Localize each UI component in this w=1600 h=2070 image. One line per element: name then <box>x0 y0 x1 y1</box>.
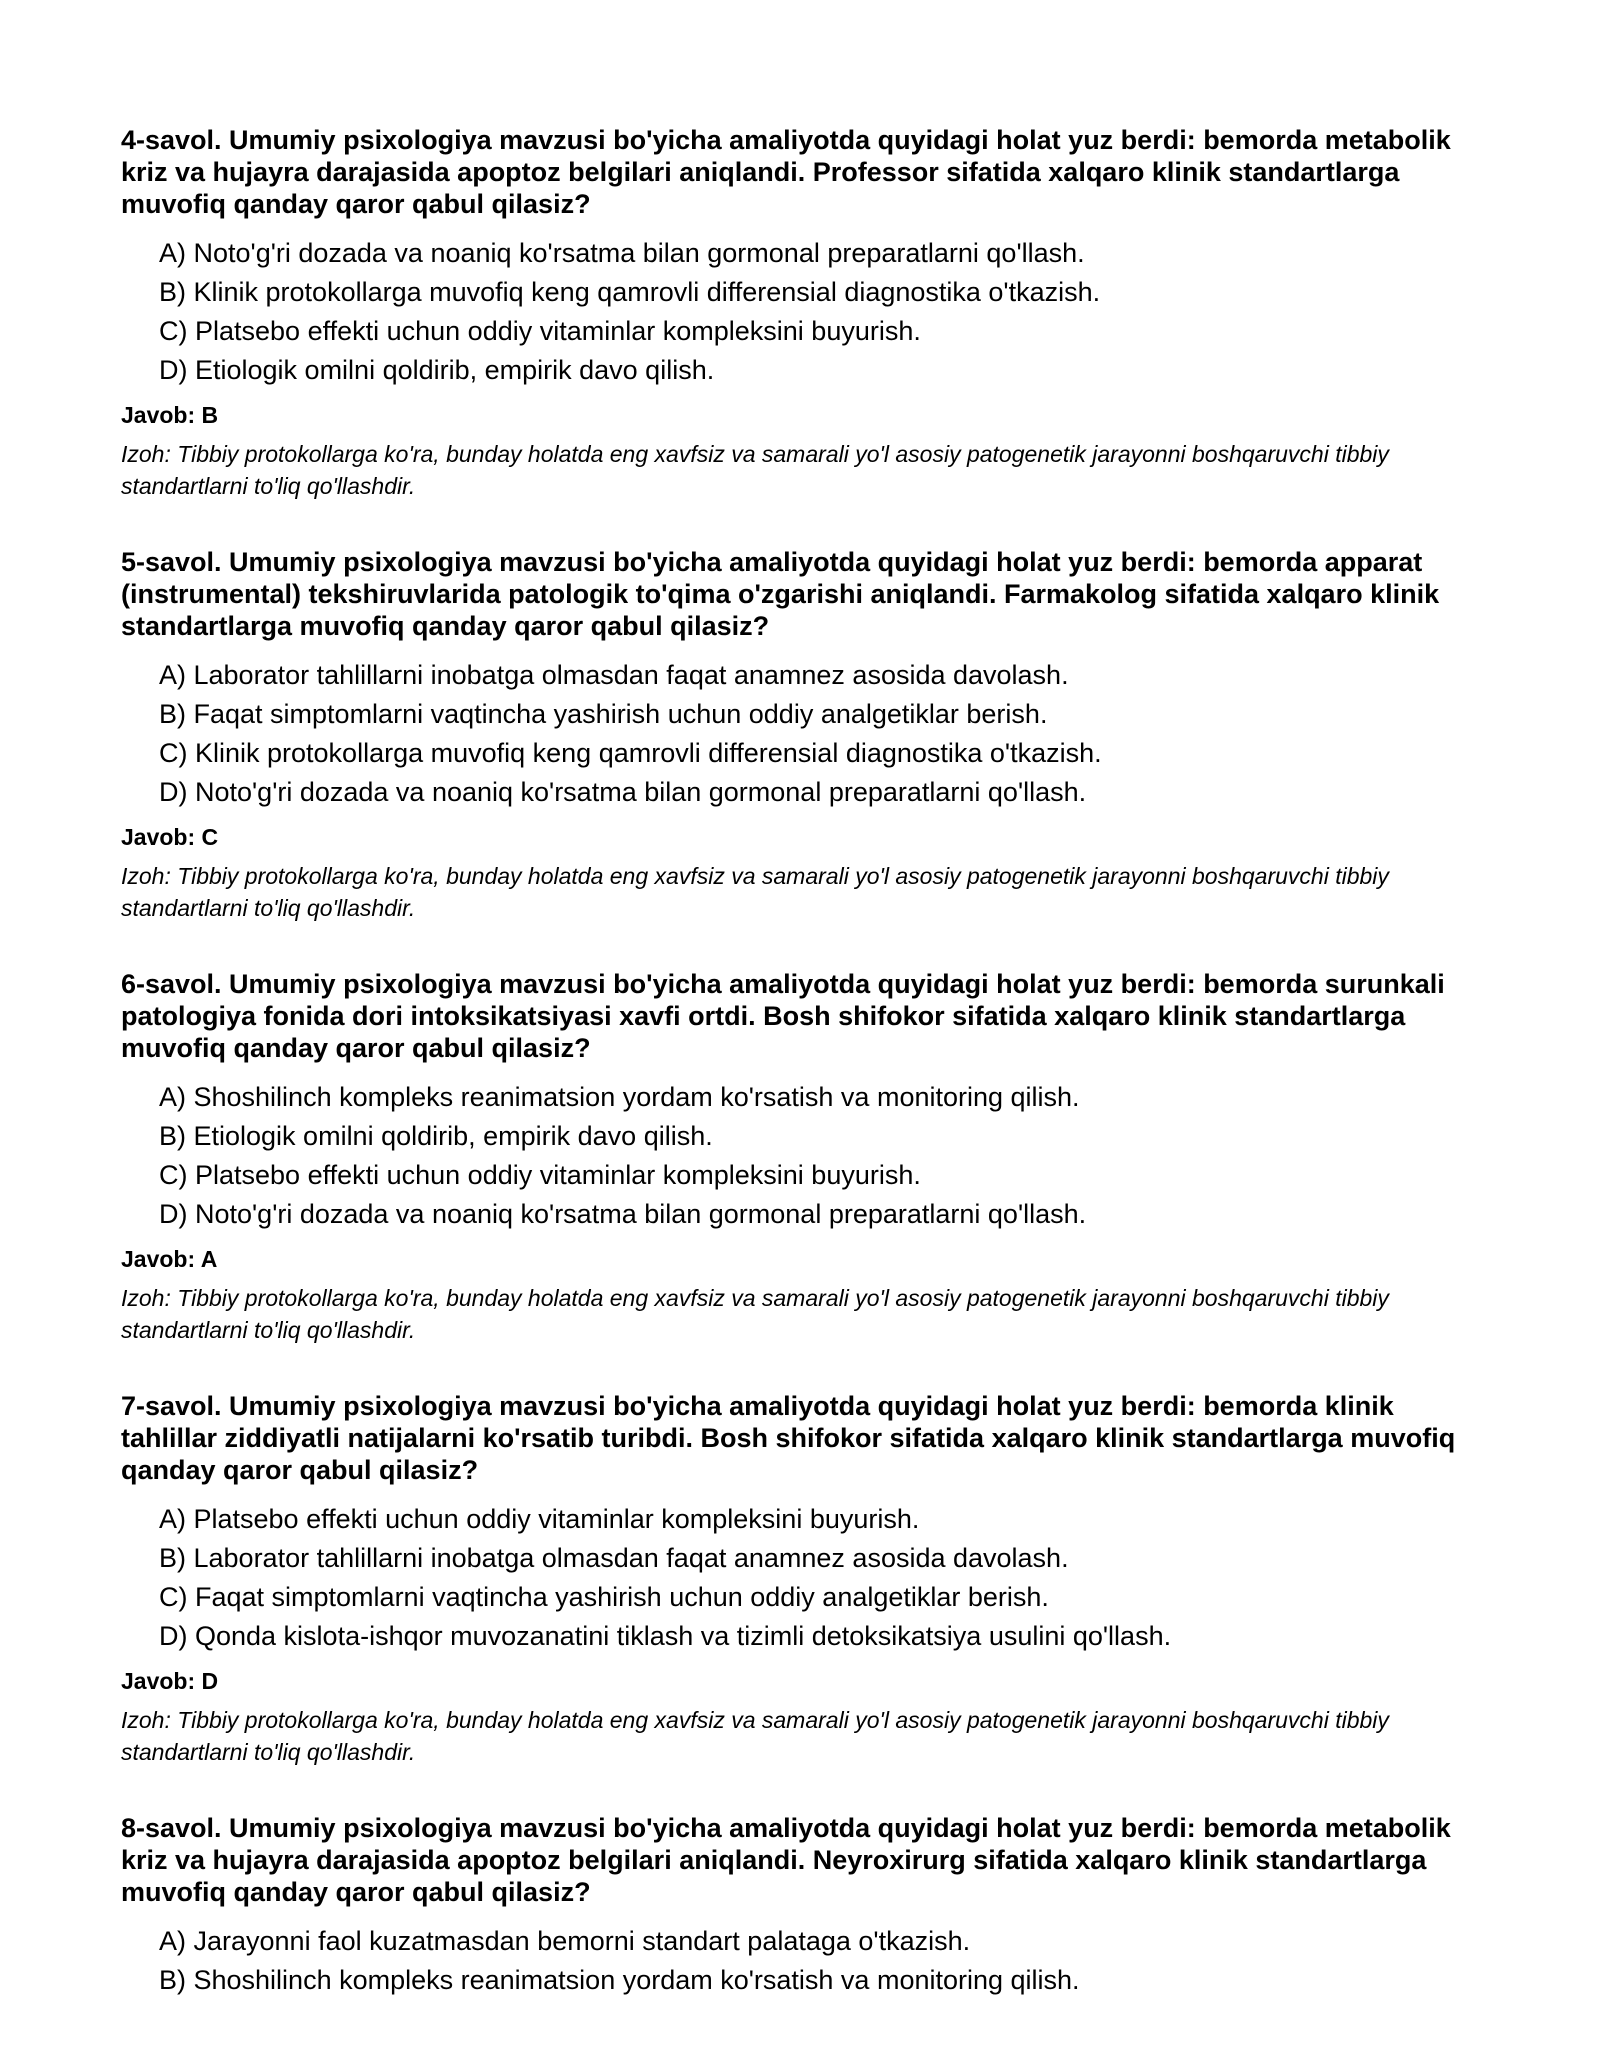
option-item: B) Etiologik omilni qoldirib, empirik davo qilish. <box>159 1121 713 1151</box>
option-item: A) Platsebo effekti uchun oddiy vitaminlar kompleksini buyurish. <box>159 1504 920 1534</box>
option-list <box>121 1922 1491 2000</box>
option-item: A) Shoshilinch kompleks reanimatsion yordam ko'rsatish va monitoring qilish. <box>159 1082 1080 1112</box>
option-list <box>121 1500 1491 1656</box>
document-page <box>121 124 1491 2044</box>
option-item: C) Platsebo effekti uchun oddiy vitaminlar kompleksini buyurish. <box>159 1160 921 1190</box>
answer-line <box>121 1666 1491 1696</box>
question-title: 6-savol. Umumiy psixologiya mavzusi bo'yicha amaliyotda quyidagi holat yuz berdi: bemorda surunkali patologiya fonida dori intoksikatsiyasi xavfi ortdi. Bosh shifokor sifatida xalqaro klinik standartlarga muvofiq qanday qaror qabul qilasiz? <box>121 969 1445 1063</box>
question-title: 8-savol. Umumiy psixologiya mavzusi bo'yicha amaliyotda quyidagi holat yuz berdi: bemorda metabolik kriz va hujayra darajasida apoptoz belgilari aniqlandi. Neyroxirurg sifatida xalqaro klinik standartlarga muvofiq qanday qaror qabul qilasiz? <box>121 1813 1451 1907</box>
explanation-note: Izoh: Tibbiy protokollarga ko'ra, bunday holatda eng xavfsiz va samarali yo'l asosiy patogenetik jarayonni boshqaruvchi tibbiy standartlarni to'liq qo'llashdir. <box>121 1707 1389 1765</box>
option-list <box>121 656 1491 812</box>
question-block <box>121 1390 1491 1768</box>
option-item: C) Klinik protokollarga muvofiq keng qamrovli differensial diagnostika o'tkazish. <box>159 738 1102 768</box>
option-item: B) Shoshilinch kompleks reanimatsion yordam ko'rsatish va monitoring qilish. <box>159 1965 1080 1995</box>
answer-label: Javob: <box>121 824 196 850</box>
option-list <box>121 234 1491 390</box>
answer-value: C <box>201 824 219 850</box>
option-item: A) Laborator tahlillarni inobatga olmasdan faqat anamnez asosida davolash. <box>159 660 1069 690</box>
option-item: B) Klinik protokollarga muvofiq keng qamrovli differensial diagnostika o'tkazish. <box>159 277 1101 307</box>
question-block <box>121 968 1491 1346</box>
option-item: C) Platsebo effekti uchun oddiy vitaminlar kompleksini buyurish. <box>159 316 921 346</box>
explanation-note: Izoh: Tibbiy protokollarga ko'ra, bunday holatda eng xavfsiz va samarali yo'l asosiy patogenetik jarayonni boshqaruvchi tibbiy standartlarni to'liq qo'llashdir. <box>121 863 1389 921</box>
explanation-note: Izoh: Tibbiy protokollarga ko'ra, bunday holatda eng xavfsiz va samarali yo'l asosiy patogenetik jarayonni boshqaruvchi tibbiy standartlarni to'liq qo'llashdir. <box>121 1285 1389 1343</box>
question-title: 4-savol. Umumiy psixologiya mavzusi bo'yicha amaliyotda quyidagi holat yuz berdi: bemorda metabolik kriz va hujayra darajasida apoptoz belgilari aniqlandi. Professor sifatida xalqaro klinik standartlarga muvofiq qanday qaror qabul qilasiz? <box>121 125 1451 219</box>
answer-value: B <box>201 402 219 428</box>
option-item: D) Qonda kislota-ishqor muvozanatini tiklash va tizimli detoksikatsiya usulini qo'llash. <box>159 1621 1172 1651</box>
question-title: 5-savol. Umumiy psixologiya mavzusi bo'yicha amaliyotda quyidagi holat yuz berdi: bemorda apparat (instrumental) tekshiruvlarida patologik to'qima o'zgarishi aniqlandi. Farmakolog sifatida xalqaro klinik standartlarga muvofiq qanday qaror qabul qilasiz? <box>121 547 1440 641</box>
answer-line <box>121 1244 1491 1274</box>
option-item: B) Faqat simptomlarni vaqtincha yashirish uchun oddiy analgetiklar berish. <box>159 699 1048 729</box>
option-item: D) Noto'g'ri dozada va noaniq ko'rsatma bilan gormonal preparatlarni qo'llash. <box>159 777 1087 807</box>
option-item: A) Noto'g'ri dozada va noaniq ko'rsatma bilan gormonal preparatlarni qo'llash. <box>159 238 1085 268</box>
question-block <box>121 1812 1491 2000</box>
option-item: A) Jarayonni faol kuzatmasdan bemorni standart palataga o'tkazish. <box>159 1926 971 1956</box>
question-title: 7-savol. Umumiy psixologiya mavzusi bo'yicha amaliyotda quyidagi holat yuz berdi: bemorda klinik tahlillar ziddiyatli natijalarni ko'rsatib turibdi. Bosh shifokor sifatida xalqaro klinik standartlarga muvofiq qanday qaror qabul qilasiz? <box>121 1391 1456 1485</box>
question-block <box>121 124 1491 502</box>
explanation-note: Izoh: Tibbiy protokollarga ko'ra, bunday holatda eng xavfsiz va samarali yo'l asosiy patogenetik jarayonni boshqaruvchi tibbiy standartlarni to'liq qo'llashdir. <box>121 441 1389 499</box>
answer-line <box>121 400 1491 430</box>
option-list <box>121 1078 1491 1234</box>
option-item: B) Laborator tahlillarni inobatga olmasdan faqat anamnez asosida davolash. <box>159 1543 1069 1573</box>
option-item: C) Faqat simptomlarni vaqtincha yashirish uchun oddiy analgetiklar berish. <box>159 1582 1049 1612</box>
answer-label: Javob: <box>121 402 196 428</box>
answer-value: A <box>200 1246 218 1272</box>
answer-label: Javob: <box>121 1246 196 1272</box>
answer-line <box>121 822 1491 852</box>
answer-value: D <box>201 1668 219 1694</box>
question-block <box>121 546 1491 924</box>
option-item: D) Etiologik omilni qoldirib, empirik davo qilish. <box>159 355 715 385</box>
option-item: D) Noto'g'ri dozada va noaniq ko'rsatma bilan gormonal preparatlarni qo'llash. <box>159 1199 1087 1229</box>
answer-label: Javob: <box>121 1668 196 1694</box>
